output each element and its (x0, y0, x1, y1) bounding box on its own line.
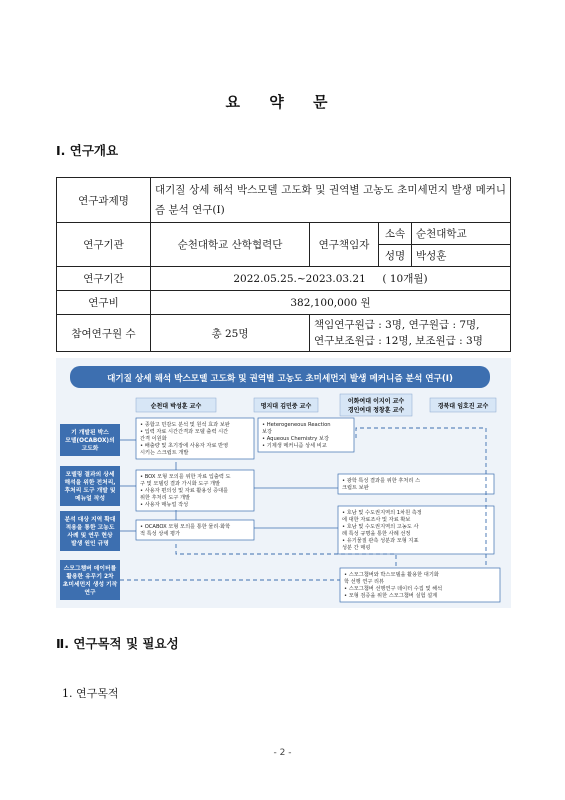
content-box1-line-1: • 종합고 민감도 분석 및 원석 효과 보완 (140, 422, 230, 428)
content-box5-line-1: • 광학 특성 결과를 위한 후처리 스 (342, 478, 421, 484)
row-label-2-line-4: 메뉴얼 작성 (74, 496, 106, 502)
research-overview-table (56, 177, 511, 352)
section-heading-purpose: Ⅱ. 연구목적 및 필요성 (56, 636, 179, 651)
content-box1-line-4: • 배출량 및 초기장에 사용자 자료 반영 (140, 443, 229, 449)
pi-label: 연구책임자 (310, 223, 379, 267)
content-box1-line-3: 간격 이원화 (140, 436, 167, 442)
content-box4-line-2: 보강 (262, 429, 273, 435)
page-number: - 2 - (273, 748, 292, 758)
name-label: 성명 (379, 245, 412, 267)
team-label-3a: 이화여대 이지이 교수 (347, 398, 405, 405)
period-value: 2022.05.25.∼2023.03.21 ( 10개월) (151, 267, 511, 291)
diagram-banner-text: 대기질 상세 해석 박스모델 고도화 및 권역별 고농도 초미세먼지 발생 메커니즘 분석 연구(Ⅰ) (107, 374, 453, 384)
team-label-3b: 경인여대 정창훈 교수 (347, 407, 405, 414)
content-box5 (338, 474, 494, 494)
content-box2-line-1: • BOX 모형 모의를 위한 자료 입출력 도 (140, 474, 231, 480)
content-box2-line-4: 위한 후처리 도구 개발 (140, 495, 191, 501)
content-box3-line-1: • OCABOX 모형 모의를 통한 물리·화학 (140, 524, 231, 530)
content-box1-line-2: • 입력 자료 시간간격과 모델 출력 시간 (140, 429, 229, 435)
row-label-4-line-1: 스모그챔버 데이터를 (63, 566, 117, 572)
row-label-4-line-3: 초미세먼지 생성 기작 (62, 582, 118, 588)
participants-detail-line-1: 책임연구원급 : 3명, 연구원급 : 7명, (314, 319, 480, 331)
row-label-3-line-2: 적용을 통한 고농도 (65, 525, 115, 531)
research-structure-diagram (56, 358, 511, 608)
affiliation-value: 순천대학교 (412, 223, 511, 245)
content-box6-line-4: 례 특성 규명을 통한 사례 선정 (342, 531, 411, 537)
row-label-1-line-3: 고도화 (81, 446, 99, 452)
content-box6-line-1: • 호남 및 수도권지역의 1차원 측정 (342, 510, 422, 516)
content-box3 (136, 520, 254, 540)
content-box3-line-2: 적 특성 상세 평가 (140, 531, 181, 537)
participants-value: 총 25명 (151, 315, 310, 352)
participants-label: 참여연구원 수 (57, 315, 151, 352)
content-box7-line-1: • 스모그챔버와 박스모델을 활용한 대기화 (344, 572, 439, 578)
row-label-4-line-4: 연구 (84, 590, 96, 596)
content-box2-line-3: • 사용자 편의성 및 자료 활용성 증대를 (140, 488, 229, 494)
budget-value: 382,100,000 원 (151, 291, 511, 315)
affiliation-label: 소속 (379, 223, 412, 245)
content-box7-line-2: 학 선행 연구 리뷰 (344, 579, 385, 585)
content-box5-line-2: 크립트 보완 (342, 485, 369, 491)
content-box7-line-4: • 모형 검증을 위한 스모그챔버 실험 설계 (344, 593, 438, 599)
team-label-1: 순천대 박성훈 교수 (150, 403, 202, 410)
row-label-3-line-3: 사례 및 연무 현상 (67, 533, 113, 539)
content-box4-line-3: • Aqueous Chemistry 보강 (262, 436, 329, 442)
name-value: 박성훈 (412, 245, 511, 267)
participants-detail (310, 315, 511, 352)
institution-label: 연구기관 (57, 223, 151, 267)
row-label-1-line-2: 모델(OCABOX)의 (65, 438, 115, 444)
content-box6-line-2: 에 대한 자료조사 및 자료 확보 (342, 517, 411, 523)
summary-title: 요 약 문 (225, 93, 340, 111)
project-label: 연구과제명 (57, 178, 151, 223)
project-value: 대기질 상세 해석 박스모델 고도화 및 권역별 고농도 초미세먼지 발생 메커니즘 분석 연구(Ⅰ) (151, 178, 511, 223)
institution-value: 순천대학교 산학협력단 (151, 223, 310, 267)
content-box1-line-5: 시키는 스크립트 개발 (140, 450, 189, 456)
content-box7-line-3: • 스모그챔버 선행연구 데이터 수집 및 해석 (344, 586, 443, 592)
content-box6-line-5: • 유기물질 관측 성분과 모형 지표 (342, 538, 419, 544)
content-box6-line-6: 성분 간 매핑 (342, 545, 371, 551)
row-label-2-line-1: 모델링 결과의 상세 (65, 472, 115, 478)
budget-label: 연구비 (57, 291, 151, 315)
row-label-4-line-2: 활용한 유무기 2차 (66, 574, 114, 580)
section-heading-overview: Ⅰ. 연구개요 (56, 143, 119, 158)
row-label-2-line-3: 후처리 도구 개발 및 (64, 488, 116, 494)
row-label-3-line-1: 분석 대상 지역 확대 (64, 517, 116, 523)
row-label-1-line-1: 기 개발된 박스 (71, 430, 109, 436)
content-box2-line-2: 구 및 모델링 결과 가시화 도구 개발 (140, 481, 221, 487)
row-label-3-line-4: 발생 원인 규명 (71, 541, 109, 547)
row-label-2-line-2: 해석을 위한 전처리, (64, 480, 116, 486)
subsection-purpose: 1. 연구목적 (62, 687, 119, 700)
participants-detail-line-2: 연구보조원급 : 12명, 보조원급 : 3명 (314, 335, 483, 347)
content-box6-line-3: • 호남 및 수도권지역의 고농도 사 (342, 524, 419, 530)
team-label-4: 경북대 임호진 교수 (437, 403, 489, 410)
content-box4-line-1: • Heterogeneous Reaction (262, 422, 331, 428)
row-labels (60, 424, 120, 600)
team-label-2: 명지대 김민중 교수 (260, 403, 312, 410)
period-label: 연구기간 (57, 267, 151, 291)
content-box4-line-4: • 기제생 메커니즘 상세 비교 (262, 443, 327, 449)
content-box2-line-5: • 사용자 매뉴얼 작성 (140, 502, 189, 508)
